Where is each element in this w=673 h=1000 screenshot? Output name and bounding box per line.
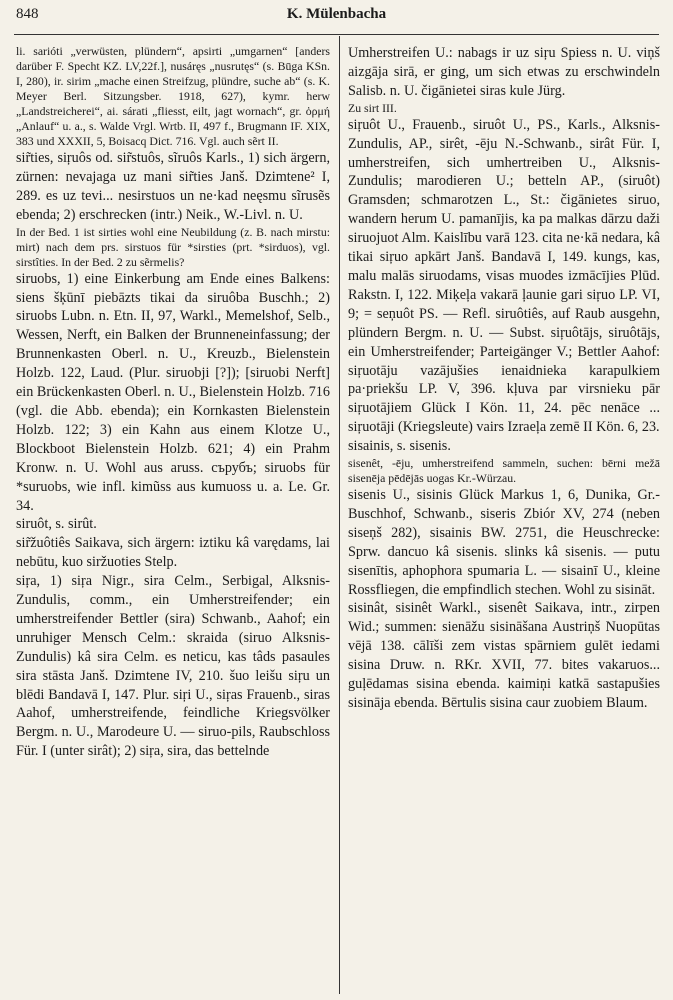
left-entry: In der Bed. 1 ist sirties wohl eine Neubildung (z. B. nach mirstu: mirt) nach dem prs. sirstuos für *sirsties (prt. *sirduos), vgl. sirstîties. In der Bed. 2 zu sẽrmelis? — [16, 224, 330, 269]
right-entry: sisainis, s. sisenis. — [348, 438, 451, 455]
page-number: 848 — [16, 6, 39, 22]
left-entry: li. sarióti „verwüsten, plündern“, apsirti „umgarnen“ [anders darüber F. Specht KZ. LV,22f.], nusáręs „nusrutęs“ (s. Būga KSn. I, 280), ir. sirim „mache einen Streifzug, plündre, suche ab“ (s. K. Meyer Berl. Sitzungsber. 1918, 627), kymr. herw „Landstreicherei“, ai. sárati „fliesst, eilt, jagt wornach“, gr. ὁρμή „Anlauf“ u. a., s. Walde Vrgl. Wrtb. II, 497 f., Brugmann IF. XIX, 383 und XXXII, 5, Boisacq Dict. 716. Vgl. auch sẽrt II. — [16, 44, 330, 148]
left-entry: siŗa, 1) siŗa Nigr., sira Celm., Serbigal, Alksnis-Zundulis, comm., ein Umherstreifender; ein umherstreifender Bettler (sira) Schwanb., Aahof; ein unruhiger Mensch Celm.: skraida (siruo Alksnis-Zundulis) kâ sira Celm. es neticu, kas tâds pasaules sira stāsta Janš. Dzimtene IV, 210. šuo leišu siŗu un blēdi Bandavā I, 147. Plur. siŗi U., siŗas Frauenb., siras Aahof, umherstreifende, feindliche Kriegsvölker Bergm. n. U., Marodeure U. — siruo-pils, Raubschloss Für. I (unter sirât); 2) siŗa, sira, das bettelnde — [16, 573, 330, 760]
right-entry: Umherstreifen U.: nabags ir uz siŗu Spiess n. U. viņš aizgāja sirā, er ging, um sich etwas zu erschwindeln Salisb. n. U. čigānietei siras kule Jürg. — [348, 45, 660, 99]
running-title: K. Mülenbacha — [286, 6, 387, 22]
column-divider — [339, 36, 340, 994]
left-entry: sir̃žuôtiês Saikava, sich ärgern: iztiku kâ varędams, lai nebūtu, kuo siržuoties Stelp. — [16, 535, 330, 571]
right-entry: sisinât, sisinêt Warkl., sisenêt Saikava, intr., zirpen Wid.; summen: sienāžu sisināšana Austriņš Nuopūtas vējā 138. cālīši zem vistas spārniem gulēt iedami sisina Druw. n. RKr. XVII, 77. bites vakaruos... guļēdamas sisina ebenda. kaimiņi katkā sastapušies sisināja ebenda. Bērtulis sisina caur zuobiem Blaum. — [348, 600, 660, 711]
right-entry: sisenis U., sisinis Glück Markus 1, 6, Dunika, Gr.-Buschhof, Schwanb., siseris Zbiór XV, 274 (neben siseņš 282), sisainis BW. 2751, die Heuschrecke: Sprw. dancuo kâ sisenis. slinks kâ sisenis. — putu sisenītis, aphophora spumaria L. — sisainī U., kleine Rossfliegen, die empfindlich stechen. Wohl zu sisināt. — [348, 487, 660, 598]
right-entry: Zu sirt III. — [348, 100, 397, 115]
left-column — [16, 44, 330, 994]
right-entry: siŗuôt U., Frauenb., siruôt U., PS., Karls., Alksnis-Zundulis, AP., sirêt, -ēju N.-Schwanb., sirât Für. I, umherstreifen, sich umhertreiben U., Alksnis-Zundulis; marodieren U.; betteln AP., (siruôt) Gramsden; schmarotzen L., St.: čigānietes siruo, wandern herum U. pamanījis, ka pa malkas dārzu daži siruojuot Alm. Kaislību varā 123. cita ne·kā nedara, kâ tikai siŗuo apkārt Janš. Bandavā I, 149. kungs, kas, malu malās siruodams, visas muodes izmācījies Plūd. Rakstn. I, 122. Miķeļa vakarā ļaunie gari siŗuo LP. VI, 9; = seņuôt PS. — Refl. siruôtiês, auf Raub ausgehn, plündern Bergm. n. U. — Subst. siŗuôtājs, siruôtājs, ein Umherstreifender; Parteigänger V.; Bettler Aahof: siŗuotāju vazājušies ienaidnieka karapulkiem pa·priekšu LP. V, 396. kļuva par virsnieku pār siŗuotājiem Glück I Kön. 11, 24. pēc nenāce ... siŗuotāji (Kriegsleute) vairs Izraeļa zemē II Kön. 6, 23. — [348, 116, 660, 436]
left-entry: sir̃ties, siŗuôs od. sir̃stuôs, sĩruôs Karls., 1) sich ärgern, zürnen: nevajaga uz mani sir̃ties Janš. Dzimtene² I, 289. es uz tevi... nesirstuos un ne·kad neęsmu sĩrusẽs ebenda; 2) erschrecken (intr.) Neik., W.-Livl. n. U. — [16, 150, 330, 223]
left-entry: siruôt, s. sirût. — [16, 516, 97, 533]
left-entry: siruobs, 1) eine Einkerbung am Ende eines Balkens: siens šķūnī piebāzts tikai da siruôba Buschh.; 2) siruobs Lubn. n. Etn. II, 97, Warkl., Memelshof, Selb., Wessen, Nerft, ein Balken der Brunneneinfassung; der Brunnenkasten Oberl. n. U., Kreuzb., Bielenstein Holzb. 122, Laud. (Plur. siruobji [?]); [siruobi Nerft] ein Brückenkasten Oberl. n. U., Bielenstein Holzb. 716 (vgl. die Abb. ebenda); ein Kornkasten Bielenstein Holzb. 122; 3) ein Kahn aus einem Klotze U., Blockboot Bielenstein Holzb. 621; 4) ein Prahm Kronw. n. U. Wohl aus aruss. сърубъ; siruobs für *suruobs, wie infl. kimũss aus kumuoss u. a. Le. Gr. 34. — [16, 270, 330, 514]
header-rule — [14, 34, 659, 35]
page-header — [0, 6, 673, 30]
right-column — [348, 44, 660, 994]
right-entry: sisenêt, -ēju, umherstreifend sammeln, suchen: bērni mežā sisenēja pēdējās uogas Kr.-Würzau. — [348, 456, 660, 486]
